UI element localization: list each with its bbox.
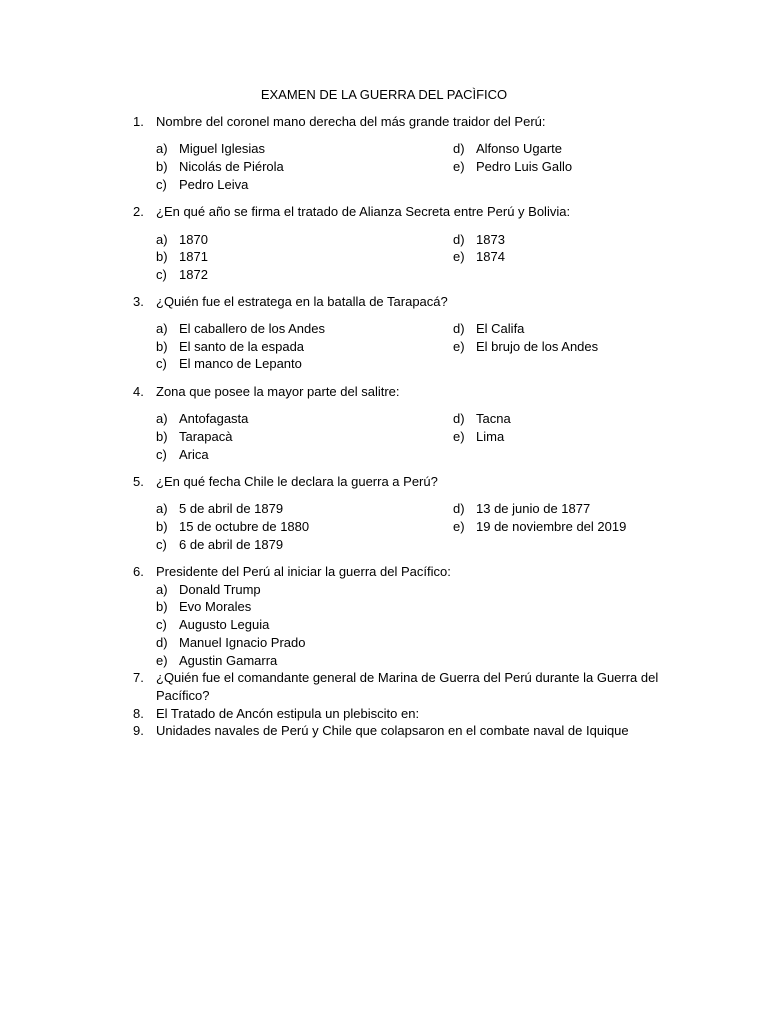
option-letter: b) [156, 249, 168, 264]
option-text: Augusto Leguia [179, 617, 270, 632]
option-letter: d) [453, 411, 465, 426]
option-text: 1874 [476, 249, 505, 264]
option-text: 1870 [179, 232, 208, 247]
option-text: El caballero de los Andes [179, 321, 325, 336]
option-letter: b) [156, 519, 168, 534]
option-text: Donald Trump [179, 582, 261, 597]
question-3 [133, 293, 673, 311]
question-number: 4. [133, 384, 144, 399]
question-text: ¿En qué año se firma el tratado de Alianza Secreta entre Perú y Bolivia: [156, 204, 571, 219]
question-number: 1. [133, 114, 144, 129]
option-text: Manuel Ignacio Prado [179, 635, 306, 650]
question-number: 2. [133, 204, 144, 219]
option-letter: c) [156, 537, 167, 552]
option-text: Agustin Gamarra [179, 653, 278, 668]
option-letter: e) [453, 339, 465, 354]
option-letter: b) [156, 429, 168, 444]
option-letter: b) [156, 159, 168, 174]
option-text: El santo de la espada [179, 339, 305, 354]
option-text: Arica [179, 447, 209, 462]
option-letter: d) [453, 232, 465, 247]
option-text: 15 de octubre de 1880 [179, 519, 310, 534]
question-text: El Tratado de Ancón estipula un plebiscito en: [156, 706, 420, 721]
option-text: Tarapacà [179, 429, 233, 444]
option-text: Nicolás de Piérola [179, 159, 284, 174]
question-number: 8. [133, 706, 144, 721]
question-7 [133, 669, 673, 704]
question-4 [133, 383, 673, 401]
option-letter: c) [156, 267, 167, 282]
option-text: Pedro Leiva [179, 177, 249, 192]
option-letter: d) [453, 501, 465, 516]
question-8 [133, 705, 673, 723]
option-text: El brujo de los Andes [476, 339, 599, 354]
option-letter: d) [156, 635, 168, 650]
option-text: 6 de abril de 1879 [179, 537, 284, 552]
exam-title: EXAMEN DE LA GUERRA DEL PACÌFICO [260, 87, 508, 102]
question-text: Nombre del coronel mano derecha del más grande traidor del Perú: [156, 114, 546, 129]
option-text: El manco de Lepanto [179, 356, 302, 371]
option-letter: e) [453, 519, 465, 534]
question-number: 9. [133, 723, 144, 738]
option-text: Alfonso Ugarte [476, 141, 562, 156]
option-letter: c) [156, 617, 167, 632]
question-text: ¿Quién fue el comandante general de Marina de Guerra del Perú durante la Guerra del Pacífico? [156, 670, 659, 703]
option-letter: a) [156, 321, 168, 336]
question-number: 7. [133, 670, 144, 685]
question-1 [133, 113, 673, 131]
option-text: Evo Morales [179, 599, 252, 614]
question-number: 5. [133, 474, 144, 489]
question-5 [133, 473, 673, 491]
option-letter: a) [156, 582, 168, 597]
option-text: 5 de abril de 1879 [179, 501, 284, 516]
option-letter: a) [156, 232, 168, 247]
question-number: 3. [133, 294, 144, 309]
option-text: El Califa [476, 321, 525, 336]
option-letter: b) [156, 339, 168, 354]
option-text: Tacna [476, 411, 511, 426]
option-text: Lima [476, 429, 505, 444]
option-text: 1872 [179, 267, 208, 282]
option-text: Pedro Luis Gallo [476, 159, 573, 174]
option-letter: b) [156, 599, 168, 614]
option-text: Antofagasta [179, 411, 249, 426]
option-text: Miguel Iglesias [179, 141, 265, 156]
option-letter: a) [156, 501, 168, 516]
question-6 [133, 563, 673, 581]
question-9 [133, 722, 673, 740]
option-letter: e) [453, 429, 465, 444]
option-letter: e) [453, 159, 465, 174]
question-2 [133, 203, 673, 221]
question-text: Unidades navales de Perú y Chile que colapsaron en el combate naval de Iquique [156, 723, 629, 738]
option-letter: c) [156, 447, 167, 462]
option-letter: c) [156, 356, 167, 371]
option-letter: e) [156, 653, 168, 668]
question-text: ¿En qué fecha Chile le declara la guerra a Perú? [156, 474, 438, 489]
option-letter: a) [156, 141, 168, 156]
question-text: Presidente del Perú al iniciar la guerra del Pacífico: [156, 564, 451, 579]
option-text: 19 de noviembre del 2019 [476, 519, 627, 534]
question-text: Zona que posee la mayor parte del salitre: [156, 384, 400, 399]
option-letter: d) [453, 321, 465, 336]
question-number: 6. [133, 564, 144, 579]
option-letter: a) [156, 411, 168, 426]
option-letter: e) [453, 249, 465, 264]
option-letter: d) [453, 141, 465, 156]
option-text: 1871 [179, 249, 208, 264]
option-letter: c) [156, 177, 167, 192]
option-text: 1873 [476, 232, 505, 247]
question-text: ¿Quién fue el estratega en la batalla de Tarapacá? [156, 294, 448, 309]
option-text: 13 de junio de 1877 [476, 501, 591, 516]
